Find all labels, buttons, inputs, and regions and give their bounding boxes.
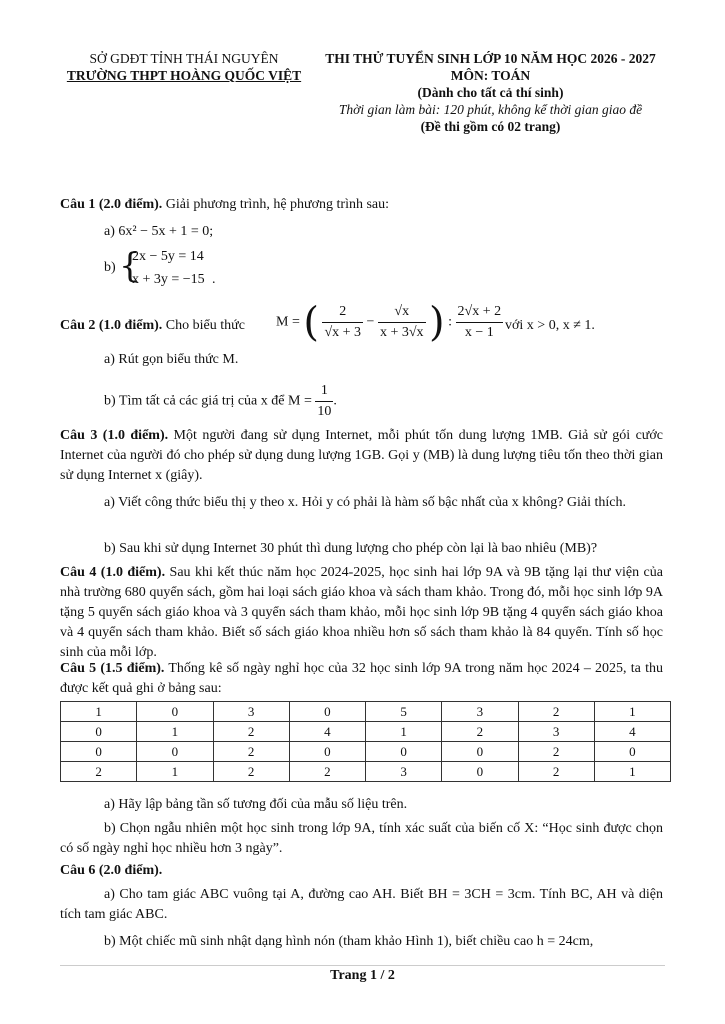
table-cell: 0 [61, 742, 137, 762]
table-cell: 3 [366, 762, 442, 782]
table-cell: 1 [366, 722, 442, 742]
time-limit: Thời gian làm bài: 120 phút, không kể thời gian giao đề [338, 102, 643, 117]
table-cell: 0 [594, 742, 670, 762]
q1-eq1: 2x − 5y = 14 [132, 249, 204, 264]
q2-part-b: b) Tìm tất cả các giá trị của x để M = $\frac{1}{10}$ . [104, 383, 337, 419]
table-cell: 0 [137, 702, 213, 722]
table-cell: 1 [61, 702, 137, 722]
department-name: SỞ GDĐT TỈNH THÁI NGUYÊN [89, 51, 279, 66]
absence-data-table [60, 701, 671, 782]
table-cell: 2 [213, 762, 289, 782]
q3-part-a: a) Viết công thức biểu thị y theo x. Hỏi y có phải là hàm số bậc nhất của x không? Giải thích. [104, 495, 627, 510]
q3-heading: Câu 3 (1.0 điểm). Một người đang sử dụng Internet, mỗi phút tốn dung lượng 1MB. Giả sử gói cước Internet của người đó cho phép sử dụng dung lượng 1GB. Gọi y (MB) là dung lượng tiêu tốn theo thời gian sử dụng Internet x (giây). [60, 428, 663, 483]
table-cell: 5 [366, 702, 442, 722]
table-cell: 2 [518, 742, 594, 762]
q3-part-b: b) Sau khi sử dụng Internet 30 phút thì dung lượng cho phép còn lại là bao nhiêu (MB)? [104, 541, 598, 556]
table-cell: 1 [137, 762, 213, 782]
table-cell: 3 [518, 722, 594, 742]
q5-part-b: b) Chọn ngẫu nhiên một học sinh trong lớp 9A, tính xác suất của biến cố X: “Học sinh được chọn có số ngày nghỉ học nhiều hơn 3 ngày”. [60, 821, 663, 856]
exam-title: THI THỬ TUYỂN SINH LỚP 10 NĂM HỌC 2026 - 2027 [325, 51, 656, 66]
subject: MÔN: TOÁN [450, 68, 531, 83]
school-name: TRƯỜNG THPT HOÀNG QUỐC VIỆT [66, 68, 302, 83]
q5-part-a: a) Hãy lập bảng tần số tương đối của mẫu số liệu trên. [104, 797, 408, 812]
audience: (Dành cho tất cả thí sinh) [417, 85, 564, 100]
table-cell: 2 [213, 722, 289, 742]
q1-end: . [212, 272, 216, 287]
q1-eq2: x + 3y = −15 [132, 272, 205, 287]
table-cell: 0 [289, 742, 365, 762]
table-cell: 0 [442, 742, 518, 762]
header-right [318, 50, 663, 135]
q4-paragraph: Câu 4 (1.0 điểm). Sau khi kết thúc năm học 2024-2025, học sinh hai lớp 9A và 9B tặng lại thư viện của nhà trường 680 quyển sách, gồm hai loại sách giáo khoa và sách tham khảo. Trong đó, mỗi học sinh lớp 9A tặng 5 quyển sách giáo khoa và 3 quyển sách tham khảo, mỗi học sinh lớp 9B tặng 4 quyển sách giáo khoa và 4 quyển sách tham khảo. Biết số sách giáo khoa nhiều hơn số sách tham khảo là 84 quyển. Tính số học sinh của mỗi lớp. [60, 565, 663, 660]
pages-note: (Đề thi gồm có 02 trang) [420, 119, 561, 134]
table-cell: 2 [61, 762, 137, 782]
table-row [61, 742, 671, 762]
q1-part-a: a) 6x² − 5x + 1 = 0; [104, 224, 214, 239]
q6-part-b: b) Một chiếc mũ sinh nhật dạng hình nón (tham khảo Hình 1), biết chiều cao h = 24cm, [104, 934, 594, 949]
table-cell: 2 [518, 762, 594, 782]
table-cell: 2 [518, 702, 594, 722]
table-row [61, 762, 671, 782]
q6-part-a: a) Cho tam giác ABC vuông tại A, đường cao AH. Biết BH = 3CH = 3cm. Tính BC, AH và diện tích tam giác ABC. [60, 887, 663, 922]
table-cell: 0 [289, 702, 365, 722]
q2-part-a: a) Rút gọn biểu thức M. [104, 352, 239, 367]
table-cell: 0 [61, 722, 137, 742]
table-cell: 1 [594, 702, 670, 722]
table-cell: 4 [594, 722, 670, 742]
q1-part-b-label: b) [104, 260, 116, 275]
table-cell: 1 [137, 722, 213, 742]
table-cell: 3 [213, 702, 289, 722]
table-cell: 0 [442, 762, 518, 782]
q1-heading: Câu 1 (2.0 điểm). Giải phương trình, hệ phương trình sau: [60, 197, 390, 212]
table-cell: 3 [442, 702, 518, 722]
table-cell: 1 [594, 762, 670, 782]
q6-heading: Câu 6 (2.0 điểm). [60, 863, 163, 878]
table-cell: 0 [366, 742, 442, 762]
q2-condition: với x > 0, x ≠ 1. [505, 318, 595, 333]
system-brace: { [119, 246, 141, 286]
header-left [64, 50, 304, 84]
table-cell: 0 [137, 742, 213, 762]
table-cell: 2 [213, 742, 289, 762]
footer-divider [60, 965, 665, 966]
table-cell: 2 [442, 722, 518, 742]
table-cell: 4 [289, 722, 365, 742]
table-row [61, 722, 671, 742]
q2-heading: Câu 2 (1.0 điểm). Cho biểu thức [60, 318, 245, 333]
q5-heading: Câu 5 (1.5 điểm). Thống kê số ngày nghỉ học của 32 học sinh lớp 9A trong năm học 2024 – 2025, ta thu được kết quả ghi ở bảng sau: [60, 661, 663, 696]
page-number: Trang 1 / 2 [330, 968, 395, 983]
table-cell: 2 [289, 762, 365, 782]
q2-expression: M = ( $\frac{2}{√x + 3}$ − $\frac{√x}{x + 3√x}$ ) : $\frac{2√x + 2}{x - 1}$ [276, 299, 502, 346]
table-row [61, 702, 671, 722]
